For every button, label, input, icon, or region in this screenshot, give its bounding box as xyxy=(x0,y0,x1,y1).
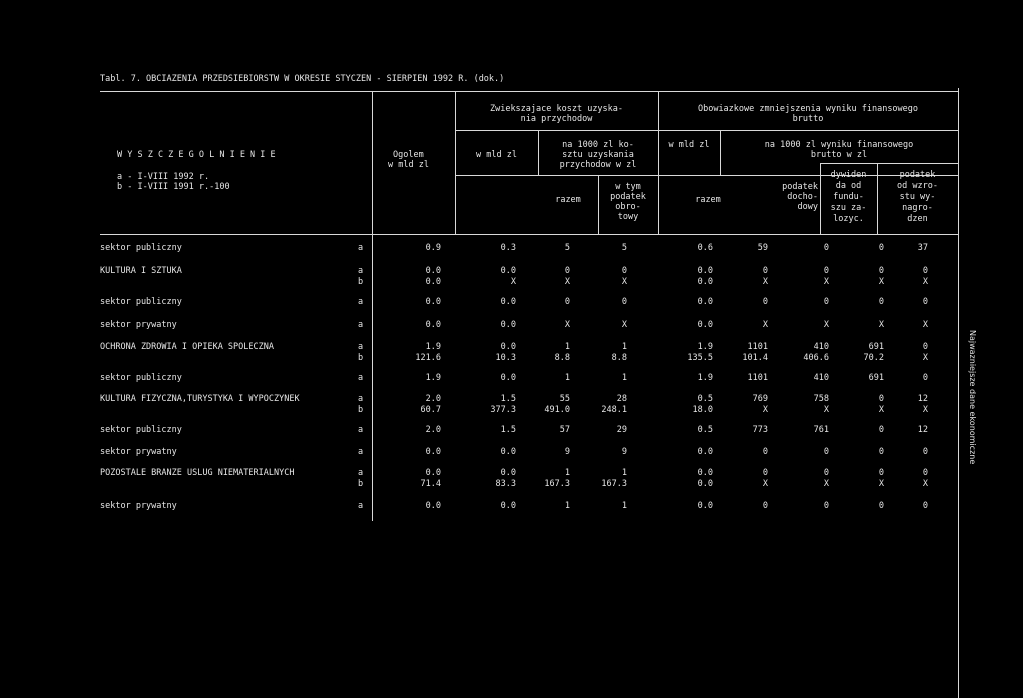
spec-heading: W Y S Z C Z E G O L N I E N I E xyxy=(117,150,276,160)
table-cell: 248.1 xyxy=(601,405,627,415)
table-cell: X xyxy=(922,320,928,330)
table-cell: 0 xyxy=(823,266,829,276)
row-period-marker: a xyxy=(358,297,364,307)
table-title: Tabl. 7. OBCIAZENIA PRZEDSIEBIORSTW W OKRESIE STYCZEN - SIERPIEN 1992 R. (dok.) xyxy=(100,74,505,84)
row-label: sektor publiczny xyxy=(100,373,182,383)
table-cell: 37 xyxy=(917,243,928,253)
row-label: KULTURA I SZTUKA xyxy=(100,266,182,276)
table-cell: 1.5 xyxy=(500,425,516,435)
table-cell: 8.8 xyxy=(611,353,627,363)
table-cell: X xyxy=(922,277,928,287)
table-cell: X xyxy=(922,479,928,489)
pod-doch-2: docho- xyxy=(787,192,818,202)
podw-5: dzen xyxy=(907,214,928,224)
table-cell: 0 xyxy=(823,501,829,511)
table-cell: 0.0 xyxy=(425,447,441,457)
table-cell: 0 xyxy=(878,243,884,253)
table-cell: 0 xyxy=(878,501,884,511)
header-mid-rule xyxy=(455,130,958,131)
table-cell: X xyxy=(823,277,829,287)
table-cell: X xyxy=(878,405,884,415)
w-mld-1: w mld zl xyxy=(476,150,517,160)
table-cell: X xyxy=(564,320,570,330)
table-cell: 0 xyxy=(878,425,884,435)
table-cell: 0 xyxy=(922,468,928,478)
wtym-1: w tym xyxy=(615,182,641,192)
table-cell: 0.0 xyxy=(425,320,441,330)
row-period-marker: b xyxy=(358,277,364,287)
table-cell: X xyxy=(823,479,829,489)
row-period-marker: a xyxy=(358,394,364,404)
table-cell: X xyxy=(762,320,768,330)
table-cell: 0.5 xyxy=(697,425,713,435)
table-cell: 8.8 xyxy=(554,353,570,363)
table-cell: X xyxy=(564,277,570,287)
table-cell: 0.0 xyxy=(500,266,516,276)
table-cell: 0.9 xyxy=(425,243,441,253)
w-mld-2: w mld zl xyxy=(668,140,710,150)
table-cell: 167.3 xyxy=(601,479,627,489)
dyw-3: fundu- xyxy=(833,192,864,202)
table-cell: 761 xyxy=(813,425,829,435)
table-cell: 1.9 xyxy=(425,342,441,352)
table-cell: 60.7 xyxy=(420,405,441,415)
header-bottom-rule xyxy=(100,234,958,235)
table-cell: 167.3 xyxy=(544,479,570,489)
table-cell: X xyxy=(922,405,928,415)
row-period-marker: a xyxy=(358,320,364,330)
table-cell: 121.6 xyxy=(415,353,441,363)
na1000b-2: brutto w zl xyxy=(810,150,868,160)
table-cell: X xyxy=(823,405,829,415)
table-cell: 1 xyxy=(564,342,570,352)
table-cell: 0.0 xyxy=(697,468,713,478)
table-cell: 0 xyxy=(762,447,768,457)
table-cell: 101.4 xyxy=(742,353,768,363)
table-cell: 773 xyxy=(752,425,768,435)
table-cell: 0.0 xyxy=(500,297,516,307)
table-cell: 0.0 xyxy=(697,277,713,287)
row-label: POZOSTALE BRANZE USLUG NIEMATERIALNYCH xyxy=(100,468,295,478)
wtym-3: obro- xyxy=(615,202,641,212)
table-cell: 1 xyxy=(564,468,570,478)
table-cell: 55 xyxy=(559,394,570,404)
obow-heading: Obowiazkowe zmniejszenia wyniku finansowego xyxy=(697,104,919,114)
table-cell: 0.0 xyxy=(500,320,516,330)
table-cell: 0.0 xyxy=(500,468,516,478)
table-cell: 0 xyxy=(564,266,570,276)
table-cell: 0 xyxy=(922,297,928,307)
na1000b-1: na 1000 zl wyniku finansowego xyxy=(764,140,914,150)
table-cell: X xyxy=(878,277,884,287)
table-cell: 1.9 xyxy=(697,342,713,352)
header-sub-rule-3 xyxy=(820,163,958,164)
table-cell: 83.3 xyxy=(495,479,516,489)
header-sub-rule-1 xyxy=(455,175,669,176)
table-cell: X xyxy=(878,479,884,489)
table-cell: 9 xyxy=(621,447,627,457)
dyw-2: da od xyxy=(835,181,862,191)
row-period-marker: b xyxy=(358,479,364,489)
table-cell: 1.9 xyxy=(425,373,441,383)
row-label: sektor prywatny xyxy=(100,501,177,511)
table-cell: X xyxy=(922,353,928,363)
table-cell: 1101 xyxy=(747,373,768,383)
table-cell: 377.3 xyxy=(490,405,516,415)
table-cell: 0.0 xyxy=(697,447,713,457)
table-cell: 70.2 xyxy=(863,353,884,363)
table-cell: X xyxy=(762,479,768,489)
table-cell: 1 xyxy=(564,501,570,511)
row-label: sektor publiczny xyxy=(100,297,182,307)
podw-1: podatek xyxy=(899,170,936,180)
table-cell: 12 xyxy=(917,425,928,435)
row-period-marker: a xyxy=(358,266,364,276)
table-cell: 0 xyxy=(922,501,928,511)
row-period-marker: a xyxy=(358,425,364,435)
table-cell: 0 xyxy=(762,501,768,511)
row-period-marker: a xyxy=(358,447,364,457)
row-label: KULTURA FIZYCZNA,TURYSTYKA I WYPOCZYNEK xyxy=(100,394,300,404)
table-cell: 406.6 xyxy=(803,353,829,363)
table-cell: 691 xyxy=(868,373,884,383)
table-cell: 0.0 xyxy=(697,479,713,489)
table-cell: 71.4 xyxy=(420,479,441,489)
row-period-marker: b xyxy=(358,353,364,363)
table-cell: 410 xyxy=(813,342,829,352)
table-cell: 28 xyxy=(616,394,627,404)
table-cell: 1 xyxy=(621,373,627,383)
table-cell: 0 xyxy=(878,394,884,404)
table-cell: 0.0 xyxy=(425,297,441,307)
table-cell: 29 xyxy=(616,425,627,435)
wtym-2: podatek xyxy=(610,192,646,202)
table-cell: 0 xyxy=(878,468,884,478)
table-cell: 12 xyxy=(917,394,928,404)
table-cell: 0 xyxy=(823,243,829,253)
table-cell: 59 xyxy=(757,243,768,253)
table-cell: 135.5 xyxy=(687,353,713,363)
table-cell: 5 xyxy=(621,243,627,253)
table-cell: 1 xyxy=(621,501,627,511)
table-cell: 0 xyxy=(762,468,768,478)
podw-2: od wzro- xyxy=(897,181,938,191)
na1000-2: sztu uzyskania xyxy=(562,150,634,160)
table-cell: 1101 xyxy=(747,342,768,352)
table-cell: 0 xyxy=(878,266,884,276)
table-cell: 0 xyxy=(621,297,627,307)
wtym-4: towy xyxy=(617,212,639,222)
pod-doch-3: dowy xyxy=(797,202,818,212)
row-label: sektor publiczny xyxy=(100,243,182,253)
table-cell: X xyxy=(823,320,829,330)
table-cell: 0 xyxy=(564,297,570,307)
dyw-4: szu za- xyxy=(830,203,867,213)
dyw-1: dywiden xyxy=(830,170,867,180)
row-period-marker: b xyxy=(358,405,364,415)
header-top-rule xyxy=(100,91,958,92)
razem-1: razem xyxy=(555,195,581,205)
table-cell: 0.0 xyxy=(697,297,713,307)
table-cell: X xyxy=(510,277,516,287)
table-cell: 0 xyxy=(922,266,928,276)
row-period-marker: a xyxy=(358,243,364,253)
table-cell: X xyxy=(878,320,884,330)
ogolem-label: Ogolem xyxy=(393,150,424,160)
table-cell: 1.5 xyxy=(500,394,516,404)
table-cell: 0 xyxy=(823,468,829,478)
row-period-marker: a xyxy=(358,468,364,478)
table-cell: 0.0 xyxy=(500,447,516,457)
table-cell: 410 xyxy=(813,373,829,383)
table-cell: 0 xyxy=(762,266,768,276)
table-cell: 1 xyxy=(564,373,570,383)
dyw-5: lozyc. xyxy=(833,214,864,224)
table-cell: 0.6 xyxy=(697,243,713,253)
col-divider xyxy=(372,91,373,521)
table-cell: 0 xyxy=(922,447,928,457)
zwieksz-heading: Zwiekszajace koszt uzyska- xyxy=(489,104,624,114)
table-cell: 0.0 xyxy=(425,501,441,511)
row-label: OCHRONA ZDROWIA I OPIEKA SPOLECZNA xyxy=(100,342,274,352)
table-cell: 0.0 xyxy=(697,501,713,511)
table-cell: 0.0 xyxy=(697,320,713,330)
razem-2: razem xyxy=(695,195,721,205)
table-cell: X xyxy=(621,320,627,330)
table-cell: X xyxy=(762,405,768,415)
zwieksz-heading-2: nia przychodow xyxy=(520,114,593,124)
table-cell: 0 xyxy=(922,373,928,383)
row-label: sektor prywatny xyxy=(100,447,177,457)
table-cell: 57 xyxy=(559,425,570,435)
row-period-marker: a xyxy=(358,501,364,511)
table-cell: 0 xyxy=(621,266,627,276)
row-period-marker: a xyxy=(358,373,364,383)
table-cell: 0.0 xyxy=(425,277,441,287)
row-label: sektor prywatny xyxy=(100,320,177,330)
table-cell: 0 xyxy=(922,342,928,352)
na1000-3: przychodow w zl xyxy=(559,160,637,170)
table-cell: 2.0 xyxy=(425,425,441,435)
table-cell: X xyxy=(621,277,627,287)
row-label: sektor publiczny xyxy=(100,425,182,435)
na1000-1: na 1000 zl ko- xyxy=(562,140,634,150)
podw-4: nagro- xyxy=(902,203,933,213)
spec-b: b - I-VIII 1991 r.-100 xyxy=(117,182,230,192)
table-cell: 1 xyxy=(621,342,627,352)
table-cell: 491.0 xyxy=(544,405,570,415)
podw-3: stu wy- xyxy=(899,192,936,202)
ogolem-unit: w mld zl xyxy=(388,160,429,170)
right-border xyxy=(958,88,959,698)
table-cell: 0.0 xyxy=(425,468,441,478)
table-cell: 691 xyxy=(868,342,884,352)
table-cell: X xyxy=(762,277,768,287)
side-note: Najwazniejsze dane ekonomiczne xyxy=(968,330,977,465)
spec-a: a - I-VIII 1992 r. xyxy=(117,172,210,182)
table-cell: 0.3 xyxy=(500,243,516,253)
table-cell: 758 xyxy=(813,394,829,404)
pod-doch-1: podatek xyxy=(782,182,818,192)
table-cell: 0.0 xyxy=(500,373,516,383)
obow-heading-2: brutto xyxy=(792,114,824,124)
row-period-marker: a xyxy=(358,342,364,352)
table-cell: 0 xyxy=(878,447,884,457)
table-cell: 1.9 xyxy=(697,373,713,383)
table-cell: 0.0 xyxy=(500,501,516,511)
table-cell: 769 xyxy=(752,394,768,404)
table-cell: 0 xyxy=(762,297,768,307)
table-cell: 10.3 xyxy=(495,353,516,363)
table-cell: 1 xyxy=(621,468,627,478)
table-cell: 0.0 xyxy=(425,266,441,276)
table-cell: 18.0 xyxy=(692,405,713,415)
table-cell: 0 xyxy=(878,297,884,307)
table-cell: 0.0 xyxy=(697,266,713,276)
table-cell: 0.0 xyxy=(500,342,516,352)
table-cell: 2.0 xyxy=(425,394,441,404)
table-cell: 9 xyxy=(564,447,570,457)
table-cell: 0 xyxy=(823,447,829,457)
table-cell: 0.5 xyxy=(697,394,713,404)
table-cell: 0 xyxy=(823,297,829,307)
table-cell: 5 xyxy=(564,243,570,253)
